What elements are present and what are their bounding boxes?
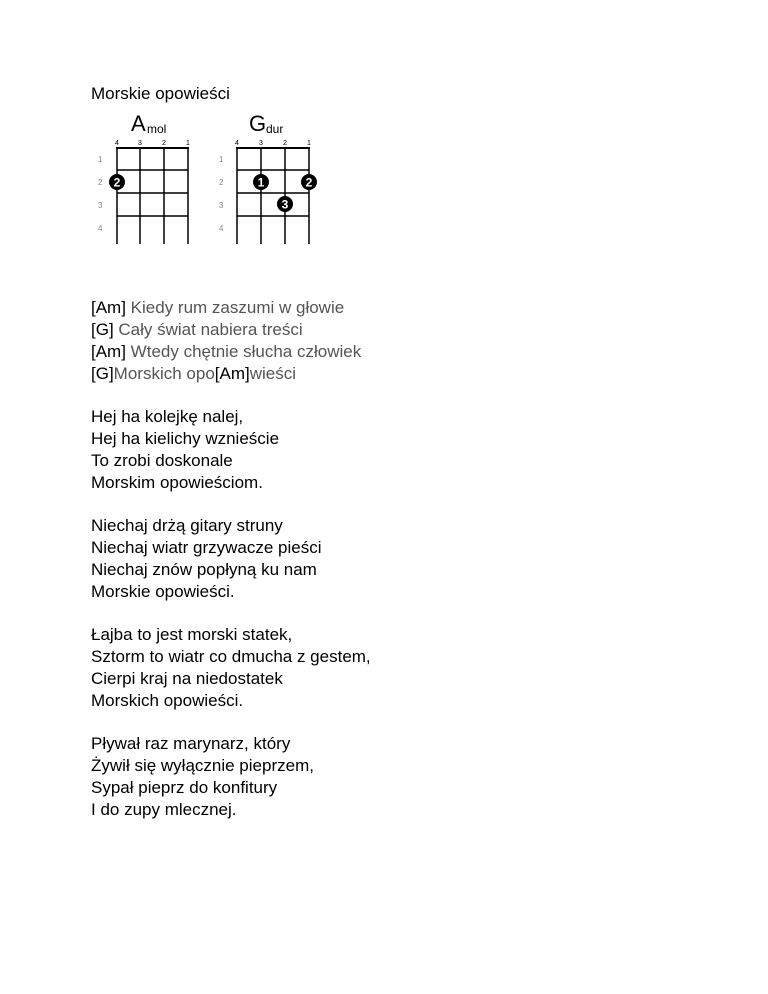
stanza-gap: [91, 712, 371, 733]
lyric-line: [91, 341, 371, 363]
lyric-line: Morskich opowieści.: [91, 691, 244, 710]
nut: [116, 147, 189, 149]
string-label: 3: [259, 140, 263, 147]
chord-diagrams: [0, 0, 768, 260]
string-label: 4: [235, 140, 239, 147]
lyric-line: [91, 319, 371, 341]
finger-number: 3: [281, 197, 289, 212]
lyric-text: wieści: [249, 364, 297, 383]
finger-number: 1: [257, 175, 265, 190]
chord-marker: [Am]: [214, 364, 250, 383]
lyric-line: Sypał pieprz do konfitury: [91, 778, 278, 797]
fret-label: 4: [219, 224, 224, 233]
fret-label: 1: [98, 155, 103, 164]
lyrics: [91, 297, 371, 821]
lyric-text: Kiedy rum zaszumi w głowie: [125, 298, 345, 317]
fret-label: 2: [98, 178, 103, 187]
chord-diagram-am: [98, 111, 190, 244]
fret-label: 3: [98, 201, 103, 210]
lyric-line: To zrobi doskonale: [91, 451, 233, 470]
lyric-line: I do zupy mlecznej.: [91, 800, 237, 819]
lyric-text: Morskich opo: [113, 364, 215, 383]
chord-marker: [Am]: [91, 342, 126, 361]
lyric-line: Cierpi kraj na niedostatek: [91, 669, 283, 688]
nut: [236, 147, 310, 149]
lyric-line: Morskie opowieści.: [91, 582, 235, 601]
lyric-line: [91, 297, 371, 319]
fret-label: 3: [219, 201, 224, 210]
stanza-gap: [91, 603, 371, 624]
lyric-line: [91, 363, 371, 385]
finger-number: 2: [305, 175, 313, 190]
stanza-gap: [91, 385, 371, 406]
lyric-text: Cały świat nabiera treści: [113, 320, 303, 339]
fret-label: 1: [219, 155, 224, 164]
string-label: 1: [307, 140, 311, 147]
fret-label: 2: [219, 178, 224, 187]
lyric-line: Łajba to jest morski statek,: [91, 625, 293, 644]
stanza-gap: [91, 494, 371, 515]
lyric-line: Morskim opowieściom.: [91, 473, 263, 492]
string-label: 3: [138, 140, 142, 147]
lyric-line: Żywił się wyłącznie pieprzem,: [91, 756, 314, 775]
fret-label: 4: [98, 224, 103, 233]
string-label: 2: [283, 140, 287, 147]
finger-number: 2: [113, 175, 121, 190]
chord-name-am: A: [131, 111, 146, 136]
lyric-line: Niechaj znów popłyną ku nam: [91, 560, 317, 579]
song-title: Morskie opowieści: [91, 84, 230, 103]
lyric-line: Niechaj wiatr grzywacze pieści: [91, 538, 322, 557]
lyric-line: Hej ha kielichy wznieście: [91, 429, 280, 448]
chord-quality-g: dur: [266, 122, 284, 136]
lyric-line: Niechaj drżą gitary struny: [91, 516, 283, 535]
chord-name-g: G: [249, 111, 267, 136]
chord-marker: [G]: [91, 320, 114, 339]
lyric-line: Sztorm to wiatr co dmucha z gestem,: [91, 647, 371, 666]
chord-marker: [Am]: [91, 298, 126, 317]
chord-quality-am: mol: [147, 122, 167, 136]
lyric-line: Hej ha kolejkę nalej,: [91, 407, 244, 426]
string-label: 1: [186, 140, 190, 147]
string-label: 2: [162, 140, 166, 147]
lyric-text: Wtedy chętnie słucha człowiek: [125, 342, 362, 361]
chord-marker: [G]: [91, 364, 114, 383]
chord-diagram-g: [219, 111, 317, 244]
string-label: 4: [115, 140, 119, 147]
lyric-line: Pływał raz marynarz, który: [91, 734, 291, 753]
